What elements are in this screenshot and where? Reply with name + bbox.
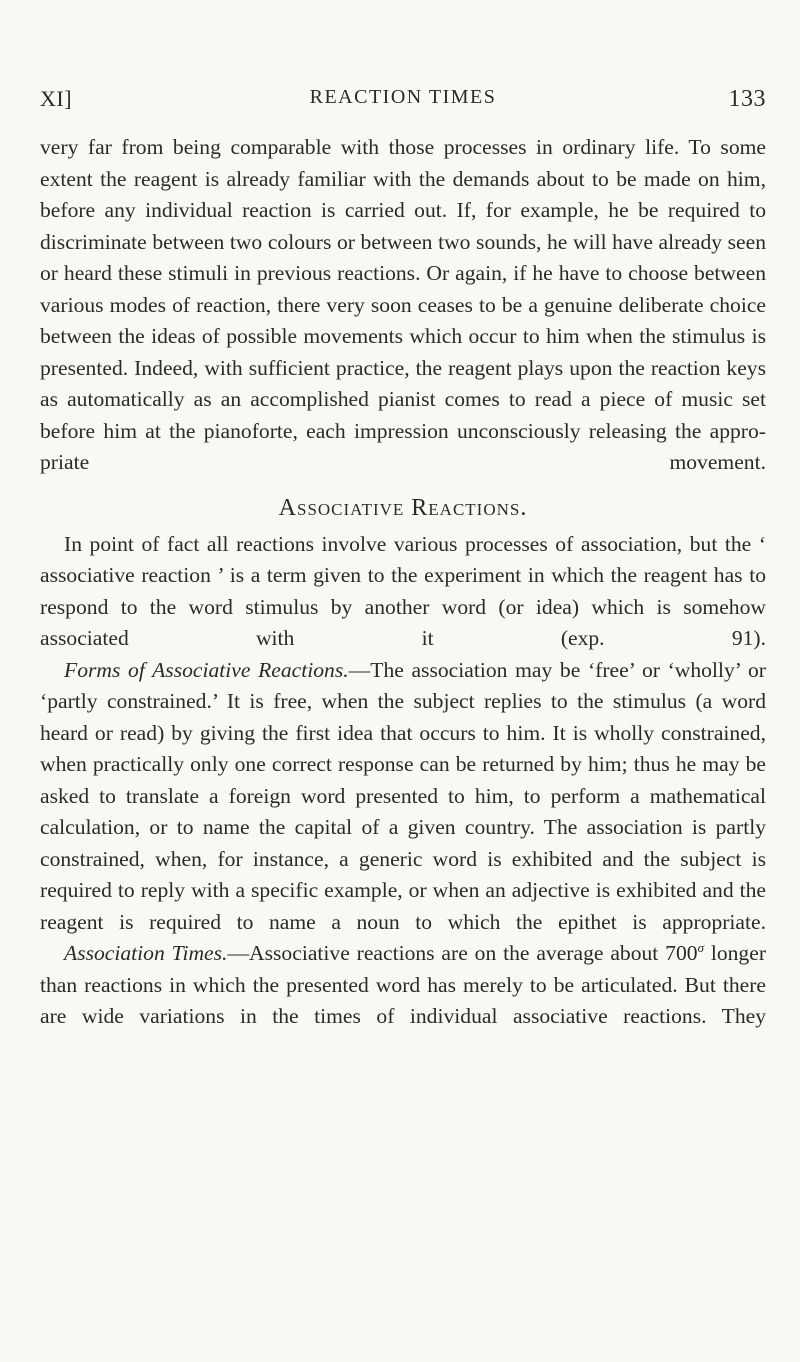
paragraph-text: very far from being comparable with those processes in ordinary life. To some extent the reagent is already familiar with the demands about to be made on him, before any individual reaction is carried out. If, for example, he be required to discriminate between two colours or between two sounds, he will have already seen or heard these stimuli in previous reactions. Or again, if he have to choose between various modes of reaction, there very soon ceases to be a genuine deliberate choice between the ideas of possible movements which occur to him when the stimulus is presented. Indeed, with sufficient practice, the reagent plays upon the reaction keys as automatically as an accomplished pianist comes to read a piece of music set before him at the pianoforte, each impression unconsciously releasing the appropriate movement. [40, 135, 766, 474]
paragraph-text: —Associative reactions are on the average about 700 [227, 941, 698, 965]
paragraph-association-times [40, 938, 766, 1033]
section-heading-text: Associative Reactions. [278, 494, 528, 521]
chapter-number: XI] [40, 86, 73, 111]
paragraph-run-in-title: Association Times. [64, 941, 228, 965]
running-head [40, 86, 766, 126]
paragraph-text-continued: longer than reactions in which the presented word has merely to be articulated. But there are wide variations in the times of individual associative reactions. They [40, 941, 767, 1028]
paragraph-associative-intro [40, 529, 766, 655]
paragraph-text: In point of fact all reactions involve various processes of association, but the ‘ associative reaction ’ is a term given to the experiment in which the reagent has to respond to the word stimulus by another word (or idea) which is somehow associated with it (exp. 91). [40, 531, 766, 650]
paragraph-forms [40, 655, 766, 939]
page-number: 133 [728, 86, 766, 112]
body-text [40, 132, 766, 1033]
paragraph-run-in-title: Forms of Associative Reactions. [64, 657, 349, 682]
sigma-superscript: σ [697, 939, 704, 955]
running-title: REACTION TIMES [309, 86, 497, 108]
section-heading [40, 493, 766, 523]
paragraph-text: —The association may be ‘free’ or ‘wholly’ or ‘partly constrained.’ It is free, when the subject replies to the stimulus (a word heard or read) by giving the first idea that occurs to him. It is wholly constrained, when practically only one correct response can be returned by him; thus he may be asked to translate a foreign word presented to him, to perform a mathematical calculation, or to name the capital of a given country. The association is partly constrained, when, for instance, a generic word is exhibited and the subject is required to reply with a specific example, or when an adjective is exhibited and the reagent is required to name a noun to which the epithet is appropriate. [40, 657, 766, 934]
book-page [40, 86, 766, 1033]
paragraph-choice-practice [40, 132, 766, 479]
